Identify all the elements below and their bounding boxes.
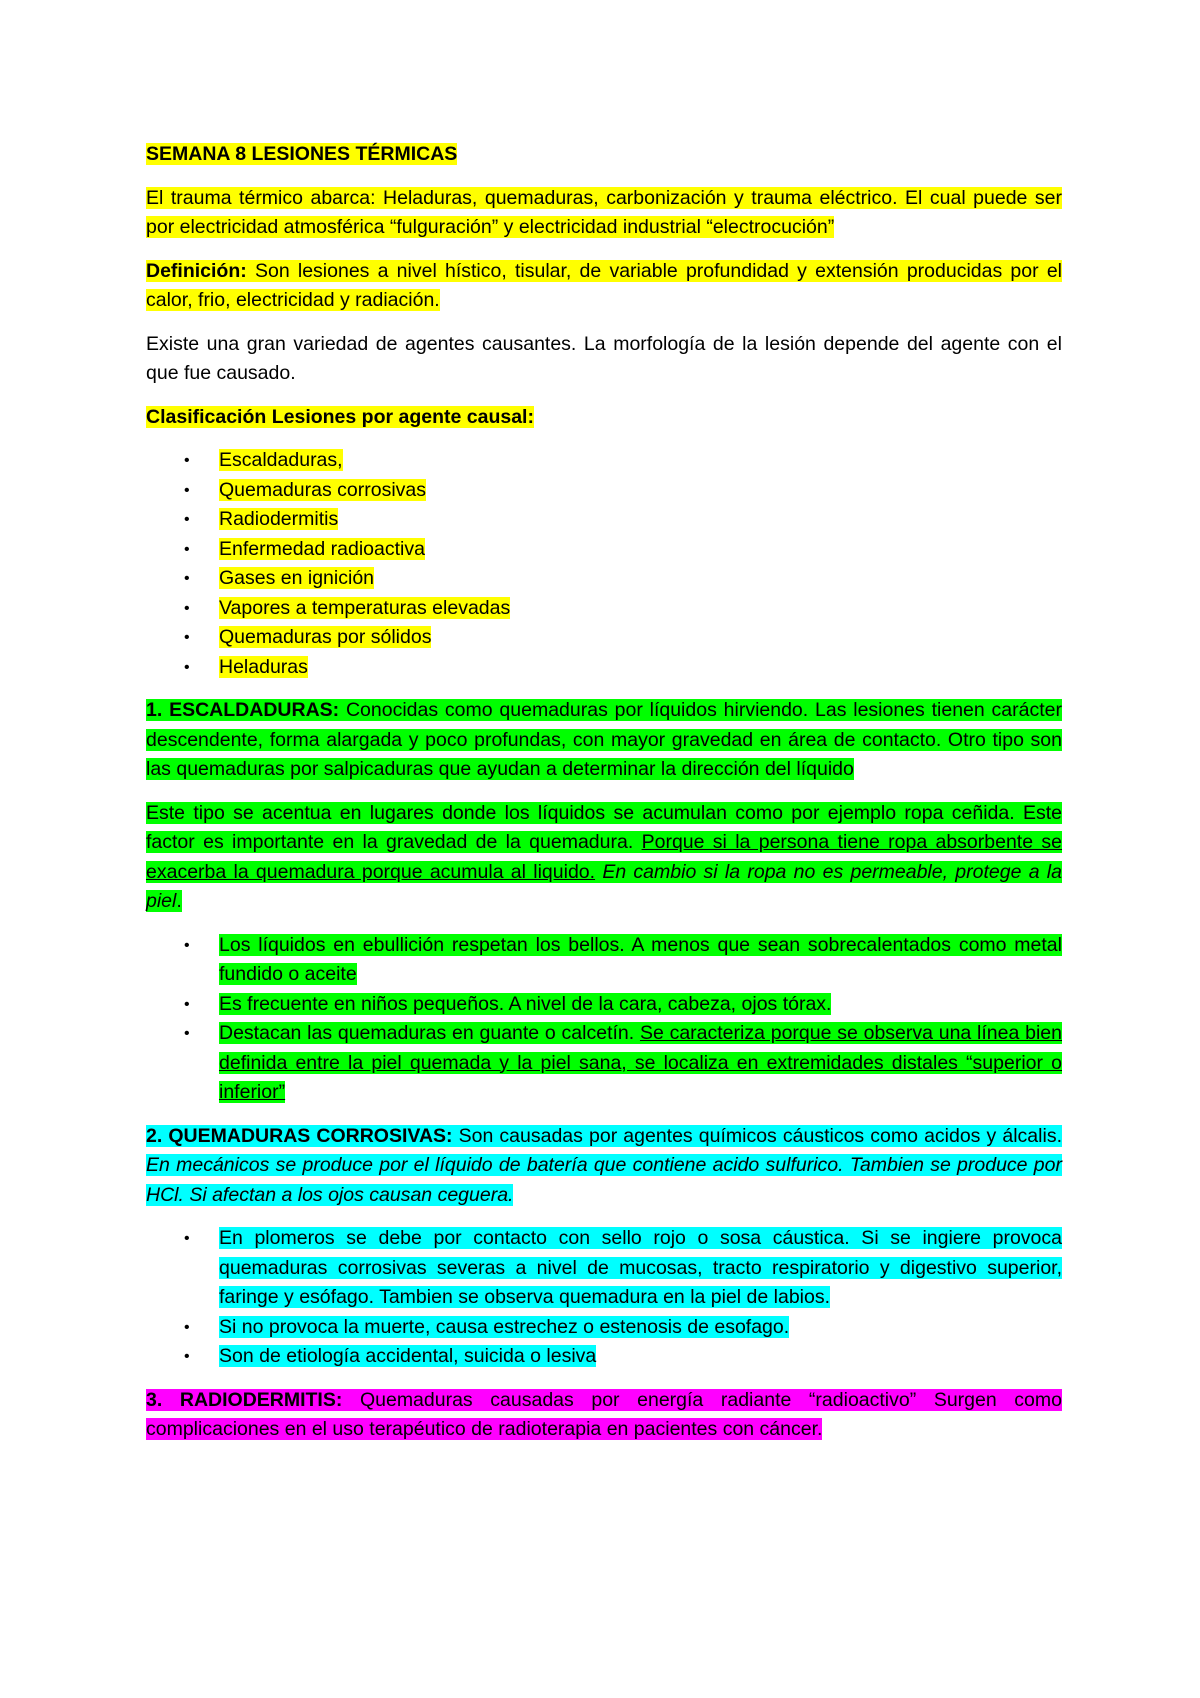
list-item: • En plomeros se debe por contacto con sello rojo o sosa cáustica. Si se ingiere provoca quemaduras corrosivas severas a nivel de mucosas, tracto respiratorio y digestivo superior, faringe y esófago. Tambien se observa quemadura en la piel de labios. bbox=[146, 1224, 1062, 1313]
list-item: • Si no provoca la muerte, causa estrechez o estenosis de esofago. bbox=[146, 1313, 1062, 1343]
bullet-icon: • bbox=[184, 452, 190, 469]
bullet-icon: • bbox=[184, 481, 190, 499]
bullet-icon: • bbox=[184, 540, 190, 558]
definition-label: Definición: bbox=[146, 259, 247, 282]
list-item: • Quemaduras por sólidos bbox=[146, 623, 1062, 653]
list-item: • Enfermedad radioactiva bbox=[146, 535, 1062, 565]
list-item: • Radiodermitis bbox=[146, 505, 1062, 535]
intro-text: El trauma térmico abarca: Heladuras, quemaduras, carbonización y trauma eléctrico. El cual puede ser por electricidad atmosférica “fulguración” y electricidad industrial “electrocución” bbox=[146, 186, 1062, 238]
definition-text: Son lesiones a nivel hístico, tisular, de variable profundidad y extensión producidas por el calor, frio, electricidad y radiación. bbox=[146, 259, 1062, 311]
list-item: • Escaldaduras, bbox=[146, 446, 1062, 476]
radiodermitis-label: 3. RADIODERMITIS: bbox=[146, 1388, 343, 1411]
bullet-icon: • bbox=[184, 599, 190, 617]
classification-heading bbox=[146, 403, 1062, 433]
bullet-icon: • bbox=[184, 1025, 190, 1042]
agents-text: Existe una gran variedad de agentes causantes. La morfología de la lesión depende del agente con el que fue causado. bbox=[146, 332, 1062, 384]
list-item: • Quemaduras corrosivas bbox=[146, 476, 1062, 506]
escaldaduras-label: 1. ESCALDADURAS: bbox=[146, 699, 340, 721]
definition-paragraph bbox=[146, 257, 1062, 316]
classification-heading-text: Clasificación Lesiones por agente causal: bbox=[146, 405, 534, 428]
radiodermitis-paragraph: 3. RADIODERMITIS: Quemaduras causadas por energía radiante “radioactivo” Surgen como complicaciones en el uso terapéutico de radioterapia en pacientes con cáncer. bbox=[146, 1388, 1062, 1440]
list-item: • Es frecuente en niños pequeños. A nivel de la cara, cabeza, ojos tórax. bbox=[146, 990, 1062, 1020]
corrosivas-paragraph: 2. QUEMADURAS CORROSIVAS: Son causadas por agentes químicos cáusticos como acidos y álcalis. En mecánicos se produce por el líquido de batería que contiene acido sulfurico. Tambien se produce por HCl. Si afectan a los ojos causan ceguera. bbox=[146, 1124, 1062, 1206]
bullet-icon: • bbox=[184, 1230, 190, 1247]
list-item: • Destacan las quemaduras en guante o calcetín. Se caracteriza porque se observa una línea bien definida entre la piel quemada y la piel sana, se localiza en extremidades distales “superior o inferior” bbox=[146, 1019, 1062, 1108]
page-title bbox=[146, 140, 1062, 170]
list-item: • Son de etiología accidental, suicida o lesiva bbox=[146, 1342, 1062, 1372]
document-page bbox=[146, 140, 1062, 1459]
bullet-icon: • bbox=[184, 1348, 190, 1365]
bullet-icon: • bbox=[184, 1318, 190, 1336]
bullet-icon: • bbox=[184, 658, 190, 676]
bullet-icon: • bbox=[184, 511, 190, 528]
escaldaduras-paragraph-2: Este tipo se acentua en lugares donde los líquidos se acumulan como por ejemplo ropa ceñida. Este factor es importante en la gravedad de la quemadura. Porque si la persona tiene ropa absorbente se exacerba la quemadura porque acumula al liquido. En cambio si la ropa no es permeable, protege a la piel. bbox=[146, 801, 1062, 912]
escaldaduras-list bbox=[146, 931, 1062, 1108]
bullet-icon: • bbox=[184, 995, 190, 1013]
list-item: • Heladuras bbox=[146, 653, 1062, 683]
title-text: SEMANA 8 LESIONES TÉRMICAS bbox=[146, 143, 458, 165]
corrosivas-label: 2. QUEMADURAS CORROSIVAS: bbox=[146, 1124, 453, 1147]
agents-paragraph bbox=[146, 330, 1062, 389]
corrosivas-list bbox=[146, 1224, 1062, 1372]
list-item: • Los líquidos en ebullición respetan los bellos. A menos que sean sobrecalentados como metal fundido o aceite bbox=[146, 931, 1062, 990]
escaldaduras-paragraph bbox=[146, 696, 1062, 785]
list-item: • Gases en ignición bbox=[146, 564, 1062, 594]
escaldaduras-text: Conocidas como quemaduras por líquidos hirviendo. Las lesiones tienen carácter descendente, forma alargada y poco profundas, con mayor gravedad en área de contacto. Otro tipo son las quemaduras por salpicaduras que ayudan a determinar la dirección del líquido bbox=[146, 699, 1062, 780]
bullet-icon: • bbox=[184, 570, 190, 587]
classification-list bbox=[146, 446, 1062, 682]
bullet-icon: • bbox=[184, 629, 190, 646]
list-item: • Vapores a temperaturas elevadas bbox=[146, 594, 1062, 624]
intro-paragraph bbox=[146, 184, 1062, 243]
bullet-icon: • bbox=[184, 936, 190, 954]
